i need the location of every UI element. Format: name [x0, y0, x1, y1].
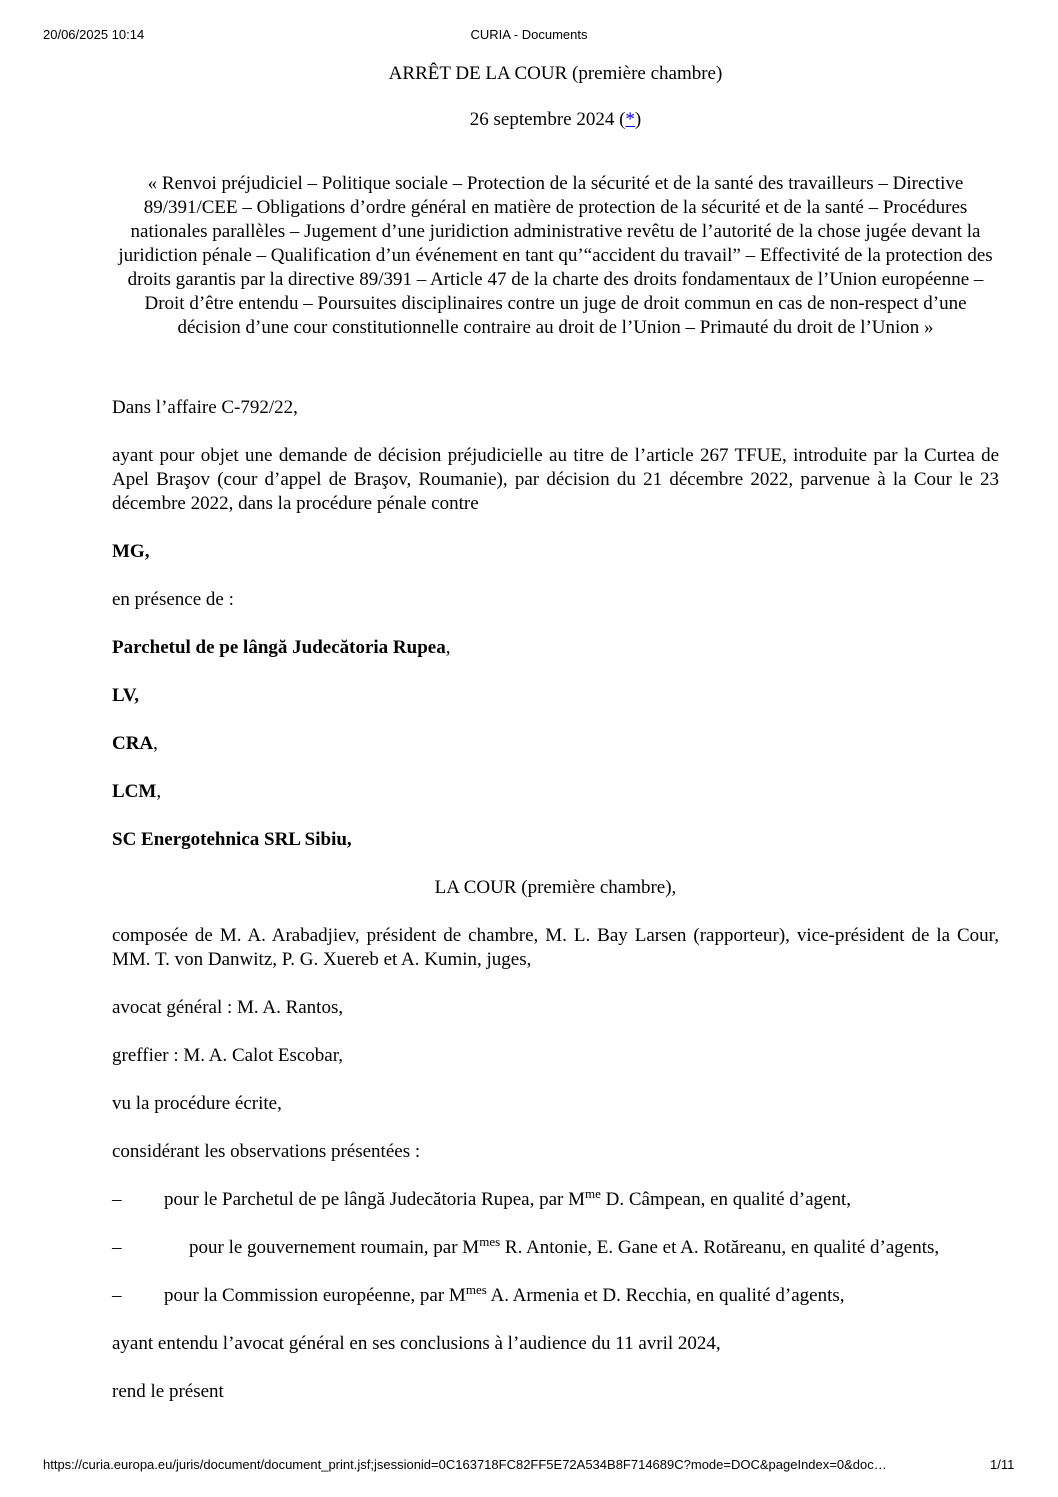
party-suffix: , — [153, 733, 158, 754]
observation-text: pour le gouvernement roumain, par M — [189, 1237, 480, 1258]
case-object: ayant pour objet une demande de décision préjudicielle au titre de l’article 267 TFUE, introduite par la Curtea de Apel Braşov (cour d’appel de Braşov, Roumanie), par décision du 21 décembre 2022, parvenue à la Cour le 23 décembre 2022, dans la procédure pénale contre — [112, 445, 999, 514]
observations-intro: considérant les observations présentées : — [112, 1141, 421, 1162]
print-url: https://curia.europa.eu/juris/document/document_print.jsf;jsessionid=0C163718FC82FF5E72A534B8F714689C?mode=DOC&pageIndex=0&doc… — [43, 1457, 887, 1472]
written-procedure: vu la procédure écrite, — [112, 1093, 282, 1114]
page-number: 1/11 — [990, 1457, 1015, 1472]
judgment-date — [112, 108, 999, 132]
observation-text: pour le Parchetul de pe lângă Judecătoria Rupea, par M — [164, 1189, 586, 1210]
observation-sup: mes — [465, 1282, 487, 1297]
party-name: SC Energotehnica SRL Sibiu, — [112, 829, 352, 850]
dash-marker: – — [112, 1285, 122, 1306]
party-item — [112, 732, 999, 756]
party-name: LV, — [112, 685, 139, 706]
party-suffix: , — [156, 781, 162, 802]
renders-statement: rend le présent — [112, 1381, 224, 1402]
observation-text-end: A. Armenia et D. Recchia, en qualité d’agents, — [486, 1285, 845, 1306]
party-name: Parchetul de pe lângă Judecătoria Rupea — [112, 637, 446, 658]
party-item — [112, 780, 999, 804]
date-text: 26 septembre 2024 ( — [469, 109, 626, 130]
observation-text-end: D. Câmpean, en qualité d’agent, — [600, 1189, 851, 1210]
print-page-title: CURIA - Documents — [470, 27, 588, 42]
in-presence-label: en présence de : — [112, 589, 234, 610]
observation-text-end: R. Antonie, E. Gane et A. Rotăreanu, en qualité d’agents, — [500, 1237, 940, 1258]
party-suffix: , — [445, 637, 451, 658]
party-name: CRA — [112, 733, 154, 754]
court-composition: composée de M. A. Arabadjiev, président de chambre, M. L. Bay Larsen (rapporteur), vice-président de la Cour, MM. T. von Danwitz, P. G. Xuereb et A. Kumin, juges, — [112, 925, 999, 970]
keywords-summary: « Renvoi préjudiciel – Politique sociale – Protection de la sécurité et de la santé des travailleurs – Directive 89/391/CEE – Obligations d’ordre général en matière de protection de la sécurité et de la santé – Procédures nationales parallèles – Jugement d’une juridiction administrative revêtu de l’autorité de la chose jugée devant la juridiction pénale – Qualification d’un événement en tant qu’“accident du travail” – Effectivité de la protection des droits garantis par la directive 89/391 – Article 47 de la charte des droits fondamentaux de l’Union européenne – Droit d’être entendu – Poursuites disciplinaires contre un juge de droit commun en cas de non-respect d’une décision d’une cour constitutionnelle contraire au droit de l’Union – Primauté du droit de l’Union » — [118, 173, 993, 338]
observation-item — [112, 1284, 999, 1308]
advocate-general: avocat général : M. A. Rantos, — [112, 997, 344, 1018]
party-item — [112, 636, 999, 660]
observation-sup: me — [585, 1186, 601, 1201]
print-footer — [0, 1457, 1058, 1475]
court-heading: LA COUR (première chambre), — [434, 877, 677, 898]
dash-marker: – — [112, 1237, 122, 1258]
print-header — [0, 27, 1058, 45]
defendant — [112, 540, 999, 564]
party-item — [112, 684, 999, 708]
case-reference: Dans l’affaire C-792/22, — [112, 397, 298, 418]
observation-text: pour la Commission européenne, par M — [164, 1285, 466, 1306]
print-datetime: 20/06/2025 10:14 — [43, 27, 145, 42]
observation-sup: mes — [479, 1234, 501, 1249]
hearing-statement: ayant entendu l’avocat général en ses conclusions à l’audience du 11 avril 2024, — [112, 1333, 721, 1354]
party-name: LCM — [112, 781, 157, 802]
dash-marker: – — [112, 1189, 122, 1210]
judgment-heading: ARRÊT DE LA COUR (première chambre) — [388, 63, 723, 84]
document-body — [112, 58, 999, 1404]
registrar: greffier : M. A. Calot Escobar, — [112, 1045, 344, 1066]
observation-item — [112, 1188, 999, 1212]
defendant-name: MG, — [112, 541, 150, 562]
party-item — [112, 828, 999, 852]
date-close: ) — [634, 109, 642, 130]
footnote-link[interactable]: * — [625, 109, 635, 130]
observation-item — [112, 1236, 999, 1260]
